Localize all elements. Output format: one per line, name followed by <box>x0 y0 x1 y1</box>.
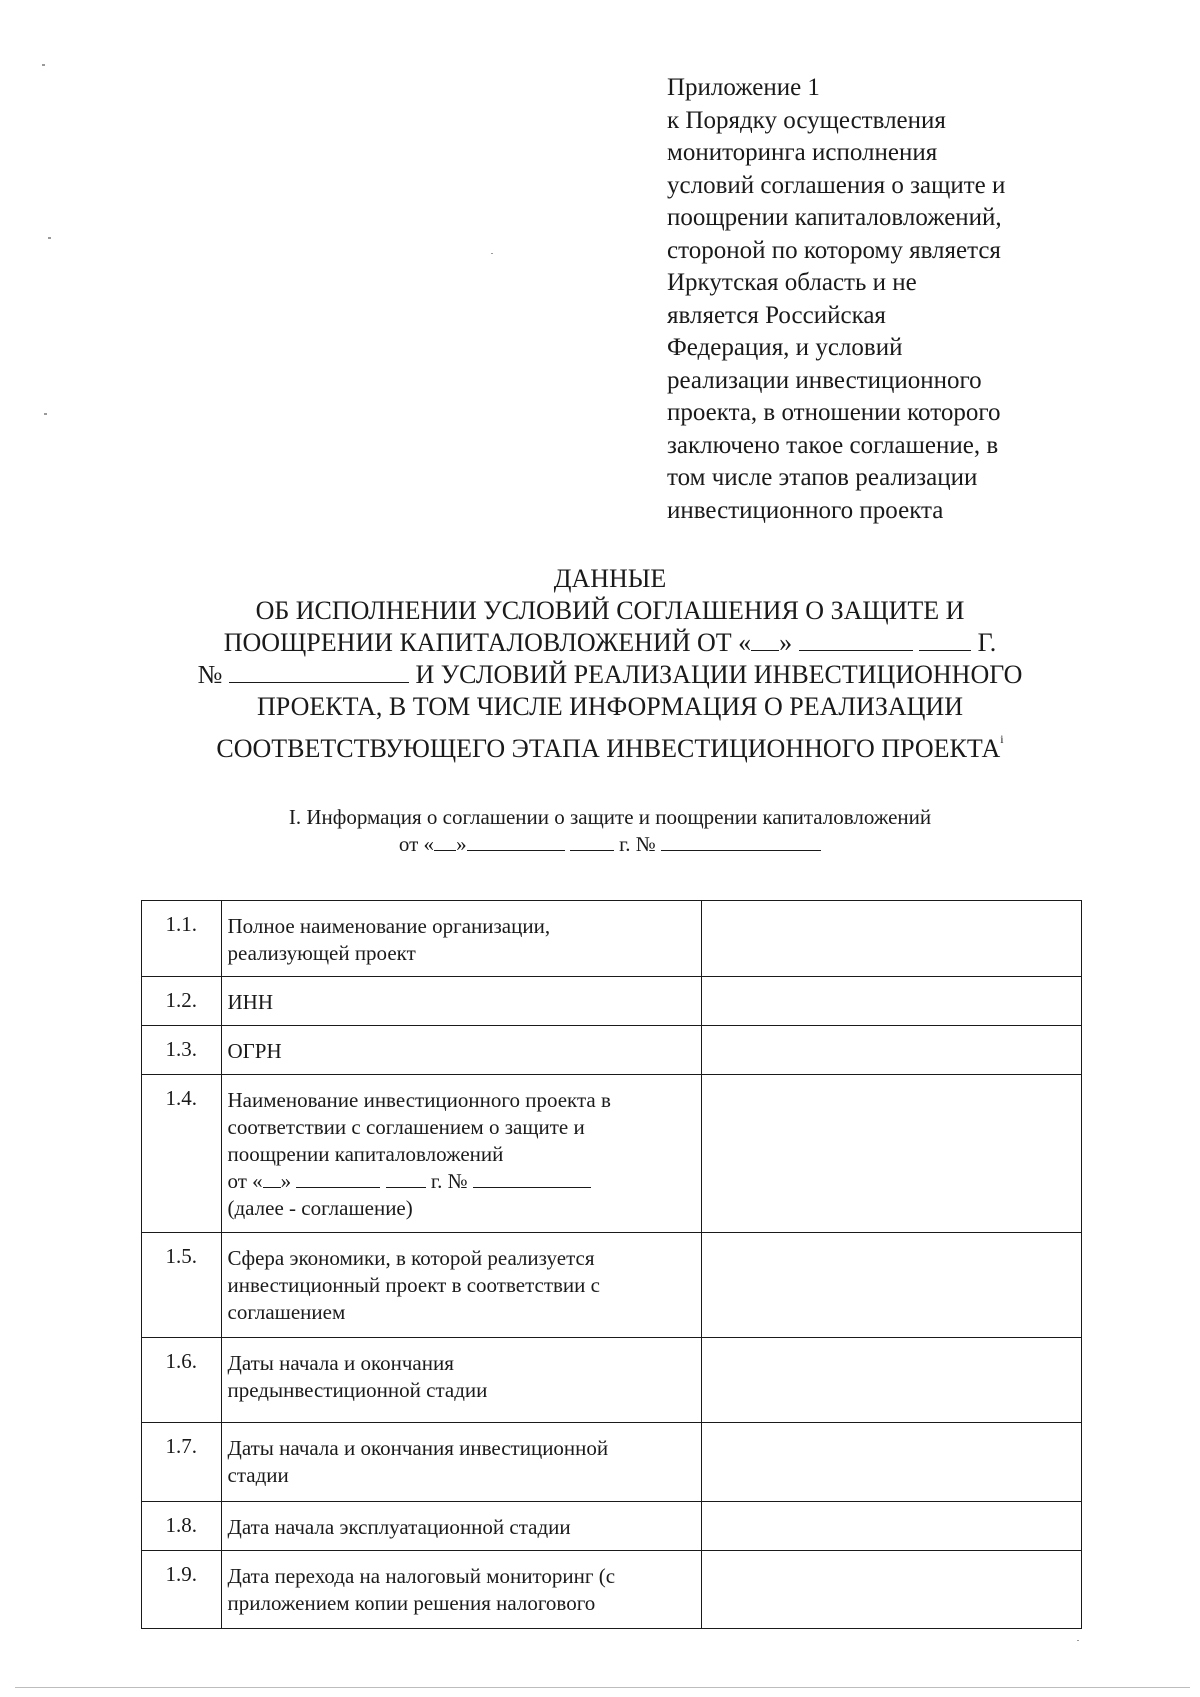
row-value-cell[interactable] <box>701 1075 1081 1233</box>
row-number: 1.2. <box>142 977 222 1026</box>
scan-speck <box>42 64 45 66</box>
document-title <box>60 563 1160 765</box>
row-number: 1.7. <box>142 1423 222 1502</box>
number-blank <box>229 660 409 683</box>
table-row <box>142 1551 1082 1629</box>
description-text: от « <box>227 1169 263 1193</box>
title-text: СООТВЕТСТВУЮЩЕГО ЭТАПА ИНВЕСТИЦИОННОГО ПРОЕКТА <box>216 734 1001 763</box>
row-number: 1.5. <box>142 1233 222 1338</box>
title-line: ОБ ИСПОЛНЕНИИ УСЛОВИЙ СОГЛАШЕНИЯ О ЗАЩИТЕ И <box>255 596 965 625</box>
row-value-cell[interactable] <box>701 1026 1081 1075</box>
table-row <box>142 901 1082 977</box>
title-line: ДАННЫЕ <box>553 564 667 593</box>
day-blank <box>263 1170 281 1188</box>
row-value-cell[interactable] <box>701 901 1081 977</box>
description-line: приложением копии решения налогового <box>227 1591 596 1615</box>
annex-line: мониторинга исполнения <box>667 139 938 166</box>
title-text: И УСЛОВИЙ РЕАЛИЗАЦИИ ИНВЕСТИЦИОННОГО <box>415 660 1023 689</box>
row-number: 1.1. <box>142 901 222 977</box>
row-description <box>221 1026 701 1075</box>
description-line: реализующей проект <box>227 941 416 965</box>
section-text: от « <box>398 832 435 856</box>
year-blank <box>919 628 971 651</box>
annex-line: стороной по которому является <box>667 236 1001 264</box>
row-value-cell[interactable] <box>701 1502 1081 1551</box>
title-line <box>60 659 1160 691</box>
row-value-cell[interactable] <box>701 1233 1081 1338</box>
number-blank <box>473 1170 591 1188</box>
row-number: 1.9. <box>142 1551 222 1629</box>
title-text: Г. <box>977 628 997 657</box>
row-value-cell[interactable] <box>701 1338 1081 1423</box>
description-line: предынвестиционной стадии <box>227 1378 488 1402</box>
title-line <box>60 723 1160 765</box>
annex-line: к Порядку осуществления <box>667 106 946 134</box>
table-row <box>142 1026 1082 1075</box>
year-blank <box>386 1170 426 1188</box>
agreement-info-table <box>141 900 1082 1629</box>
description-line: Полное наименование организации, <box>227 914 551 938</box>
annex-line: Иркутская область и не <box>667 269 917 296</box>
annex-line: заключено такое соглашение, в <box>667 431 999 459</box>
scan-speck <box>48 237 51 239</box>
row-number: 1.8. <box>142 1502 222 1551</box>
footnote-mark: i <box>1000 732 1004 746</box>
description-line: соглашением <box>227 1300 346 1324</box>
month-blank <box>799 628 913 651</box>
row-description <box>221 977 701 1026</box>
description-line: Сфера экономики, в которой реализуется <box>227 1246 595 1270</box>
annex-line: Федерация, и условий <box>667 334 903 361</box>
title-text: ПООЩРЕНИИ КАПИТАЛОВЛОЖЕНИЙ ОТ « <box>223 628 752 657</box>
section-date-line <box>60 831 1160 858</box>
scan-speck <box>44 413 47 415</box>
table-row <box>142 1423 1082 1502</box>
row-number: 1.3. <box>142 1026 222 1075</box>
row-description <box>221 1423 701 1502</box>
description-text: г. № <box>430 1169 468 1193</box>
row-value-cell[interactable] <box>701 1551 1081 1629</box>
title-line <box>60 627 1160 659</box>
description-line: (далее - соглашение) <box>227 1196 413 1220</box>
description-line: ИНН <box>227 990 273 1014</box>
month-blank <box>296 1170 380 1188</box>
row-description <box>221 1551 701 1629</box>
agreement-date-line <box>228 1168 695 1195</box>
annex-line: реализации инвестиционного <box>667 366 982 394</box>
title-text: № <box>197 660 223 689</box>
table-row <box>142 1075 1082 1233</box>
annex-line: поощрении капиталовложений, <box>667 204 1002 231</box>
title-text: » <box>779 628 793 657</box>
section-text: » <box>456 832 467 856</box>
scan-edge-line <box>15 1687 1190 1688</box>
row-description <box>221 1075 701 1233</box>
description-line: поощрении капиталовложений <box>227 1142 504 1166</box>
table-row <box>142 1338 1082 1423</box>
annex-line: проекта, в отношении которого <box>667 399 1001 426</box>
row-value-cell[interactable] <box>701 1423 1081 1502</box>
description-line: ОГРН <box>227 1039 282 1063</box>
section-heading <box>60 804 1160 858</box>
row-description <box>221 901 701 977</box>
section-text: г. № <box>619 832 656 856</box>
description-line: инвестиционный проект в соответствии с <box>227 1273 600 1297</box>
title-line: ПРОЕКТА, В ТОМ ЧИСЛЕ ИНФОРМАЦИЯ О РЕАЛИЗАЦИИ <box>257 692 963 721</box>
row-value-cell[interactable] <box>701 977 1081 1026</box>
row-description <box>221 1502 701 1551</box>
day-blank <box>751 628 779 651</box>
description-text: » <box>280 1169 292 1193</box>
row-description <box>221 1233 701 1338</box>
description-line: Дата перехода на налоговый мониторинг (с <box>227 1564 616 1588</box>
scan-speck <box>1077 1640 1079 1641</box>
table-row <box>142 1233 1082 1338</box>
scan-speck <box>491 253 493 254</box>
annex-line: инвестиционного проекта <box>667 496 944 524</box>
table-row <box>142 977 1082 1026</box>
row-description <box>221 1338 701 1423</box>
row-number: 1.4. <box>142 1075 222 1233</box>
row-number: 1.6. <box>142 1338 222 1423</box>
description-line: Наименование инвестиционного проекта в <box>227 1088 611 1112</box>
annex-line: Приложение 1 <box>667 74 820 101</box>
description-line: Даты начала и окончания <box>227 1351 454 1375</box>
month-blank <box>467 832 565 851</box>
annex-line: условий соглашения о защите и <box>667 171 1006 199</box>
section-title: I. Информация о соглашении о защите и поощрении капиталовложений <box>288 805 932 829</box>
description-line: Дата начала эксплуатационной стадии <box>227 1515 571 1539</box>
description-line: Даты начала и окончания инвестиционной <box>227 1436 609 1460</box>
annex-header <box>667 72 1087 527</box>
number-blank <box>661 832 821 851</box>
annex-line: является Российская <box>667 301 886 329</box>
day-blank <box>434 832 456 851</box>
description-line: соответствии с соглашением о защите и <box>227 1115 585 1139</box>
description-line: стадии <box>227 1463 289 1487</box>
year-blank <box>570 832 614 851</box>
annex-line: том числе этапов реализации <box>667 464 978 491</box>
table-row <box>142 1502 1082 1551</box>
